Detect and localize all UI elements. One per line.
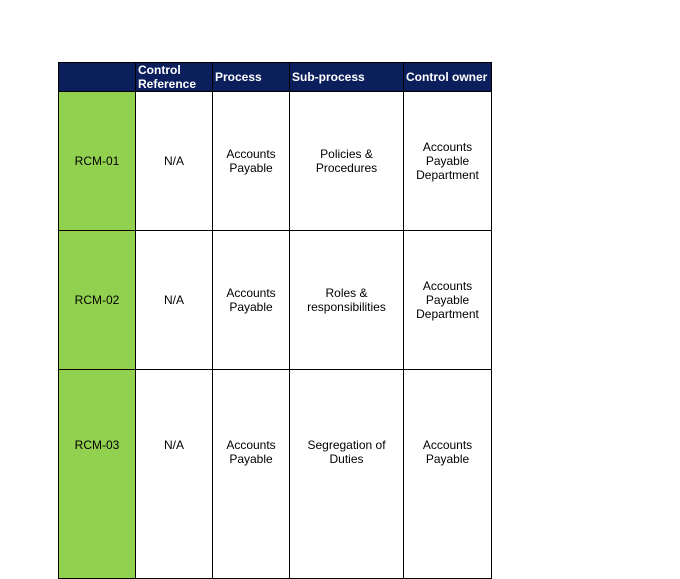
control-id-cell[interactable]: RCM-03 [59, 370, 136, 579]
control-id-cell[interactable]: RCM-02 [59, 231, 136, 370]
header-process[interactable]: Process [213, 63, 290, 92]
control-reference-cell[interactable]: N/A [136, 370, 213, 579]
process-cell[interactable]: Accounts Payable [213, 92, 290, 231]
sub-process-cell[interactable]: Policies & Procedures [290, 92, 404, 231]
control-reference-cell[interactable]: N/A [136, 92, 213, 231]
table-row [59, 92, 492, 231]
control-owner-cell[interactable]: Accounts Payable Department [404, 231, 492, 370]
header-row [59, 63, 492, 92]
process-cell[interactable]: Accounts Payable [213, 370, 290, 579]
table-row [59, 370, 492, 579]
header-sub-process[interactable]: Sub-process [290, 63, 404, 92]
header-id[interactable] [59, 63, 136, 92]
header-control-owner[interactable]: Control owner [404, 63, 492, 92]
control-owner-cell[interactable]: Accounts Payable [404, 370, 492, 579]
sub-process-cell[interactable]: Segregation of Duties [290, 370, 404, 579]
control-id-cell[interactable]: RCM-01 [59, 92, 136, 231]
header-control-reference[interactable]: Control Reference [136, 63, 213, 92]
process-cell[interactable]: Accounts Payable [213, 231, 290, 370]
risk-control-matrix-table [58, 62, 492, 579]
control-reference-cell[interactable]: N/A [136, 231, 213, 370]
control-owner-cell[interactable]: Accounts Payable Department [404, 92, 492, 231]
table-row [59, 231, 492, 370]
sub-process-cell[interactable]: Roles & responsibilities [290, 231, 404, 370]
